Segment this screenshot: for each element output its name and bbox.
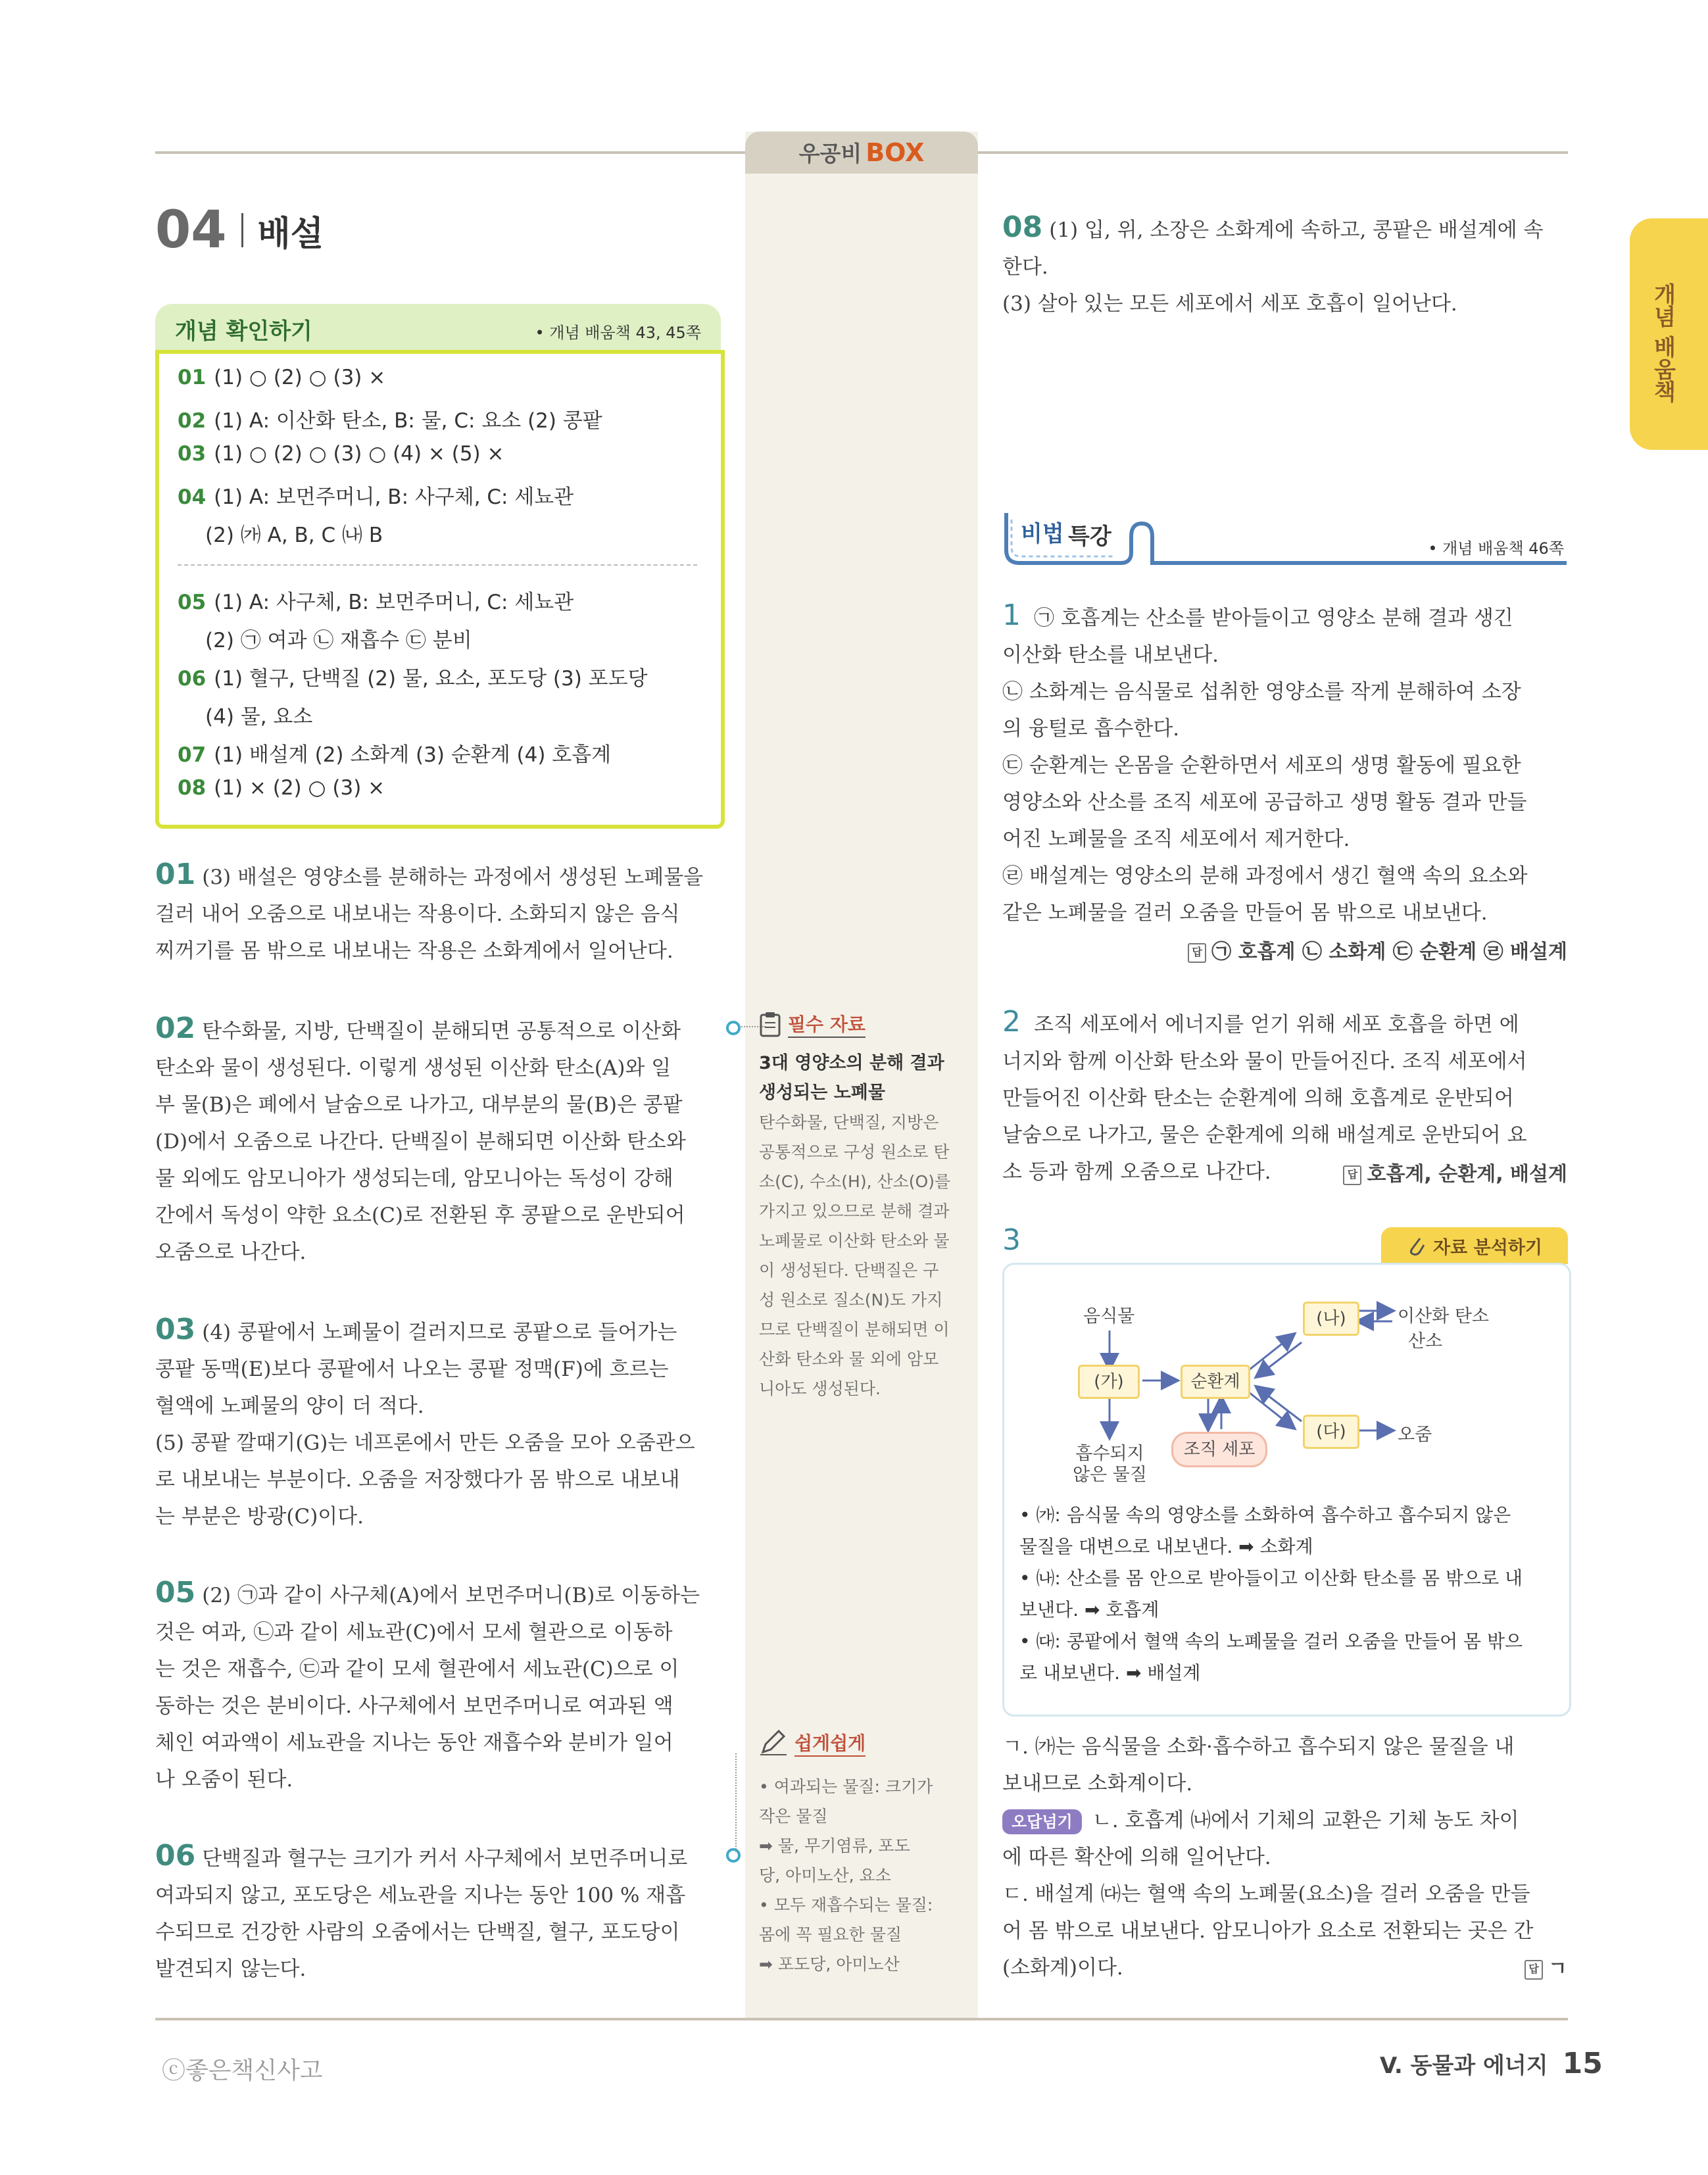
note-easy-label: 쉽게쉽게 (794, 1729, 866, 1757)
node-na: (나) (1303, 1302, 1359, 1336)
check-line: 05 (1) A: 사구체, B: 보먼주머니, C: 세뇨관 (178, 591, 574, 614)
note-essential-label: 필수 자료 (788, 1010, 866, 1038)
chapter-footer: V. 동물과 에너지 15 (1380, 2047, 1603, 2080)
note-easy-head (759, 1728, 866, 1757)
note-essential-title: 3대 영양소의 분해 결과 생성되는 노폐물 (759, 1053, 944, 1103)
node-circulatory: 순환계 (1181, 1365, 1250, 1399)
box-tab: 우공비 BOX (745, 132, 978, 174)
section-title (155, 197, 324, 263)
connector-dot (726, 1848, 741, 1863)
note-easy-body: • 여과되는 물질: 크기가 작은 물질 ➡ 물, 무기염류, 포도 당, 아미노산, 요소 • 모두 재흡수되는 물질: 몸에 꼭 필요한 물질 ➡ 포도당, 아미노산 (759, 1777, 933, 1974)
page-number: 15 (1562, 2047, 1603, 2080)
check-line: 03 (1) ○ (2) ○ (3) ○ (4) × (5) × (178, 442, 504, 466)
check-line: 08 (1) × (2) ○ (3) × (178, 776, 385, 800)
special-3-answer: 답 ㄱ (1525, 1952, 1567, 1981)
node-ga: (가) (1078, 1365, 1140, 1399)
answer-02: 02 탄수화물, 지방, 단백질이 분해되면 공통적으로 이산화 탄소와 물이 생성된다. 이렇게 생성된 이산화 탄소(A)와 일 부 물(B)은 폐에서 날숨으로 나가고, 대부분의 물(B)은 콩팥 (D)에서 오줌으로 나간다. 단백질이 분해되면 이산화 탄소와 물 외에도 암모니아가 생성되는데, 암모니아는 독성이 강해 간에서 독성이 약한 요소(C)로 전환된 후 콩팥으로 운반되어 오줌으로 나간다. (155, 1012, 686, 1264)
check-line: 07 (1) 배설계 (2) 소화계 (3) 순환계 (4) 호흡계 (178, 743, 612, 767)
clip-icon (1407, 1234, 1427, 1257)
check-divider (178, 564, 697, 566)
publisher: ⓒ좋은책신사고 (162, 2057, 323, 2084)
node-tissue: 조직 세포 (1171, 1432, 1267, 1467)
label-unabsorbed: 흡수되지 않은 물질 (1073, 1444, 1147, 1485)
special-logo-b: 특강 (1068, 524, 1111, 550)
check-line: (4) 물, 요소 (205, 705, 313, 729)
answer-01: 01 (3) 배설은 영양소를 분해하는 과정에서 생성된 노폐물을 걸러 내어 오줌으로 내보내는 작용이다. 소화되지 않은 음식 찌꺼기를 몸 밖으로 내보내는 작용은 소화계에서 일어난다. (155, 858, 704, 963)
special-3-number: 3 (1002, 1223, 1021, 1257)
note-essential-head (759, 1010, 866, 1038)
check-line: (2) ㈎ A, B, C ㈏ B (205, 524, 383, 547)
pencil-icon (759, 1728, 788, 1757)
data-analysis-tag: 자료 분석하기 (1381, 1227, 1568, 1264)
answer-06: 06 단백질과 혈구는 크기가 커서 사구체에서 보먼주머니로 여과되지 않고, 포도당은 세뇨관을 지나는 동안 100 % 재흡 수되므로 건강한 사람의 오줌에서는 단백질, 혈구, 포도당이 발견되지 않는다. (155, 1839, 688, 1981)
check-ref: • 개념 배움책 43, 45쪽 (535, 324, 701, 342)
answer-icon: 답 (1343, 1165, 1361, 1185)
special-3-text: ㄱ. ㈎는 음식물을 소화·흡수하고 흡수되지 않은 물질을 내 보내므로 소화계이다. 오답넘기 ㄴ. 호흡계 ㈏에서 기체의 교환은 기체 농도 차이 에 따른 확산에 의해 일어난다. ㄷ. 배설계 ㈐는 혈액 속의 노폐물(요소)을 걸러 오줌을 만들 어 몸 밖으로 내보낸다. 암모니아가 요소로 전환되는 곳은 간 (소화계)이다. (1002, 1735, 1534, 1980)
check-line: (2) ㉠ 여과 ㉡ 재흡수 ㉢ 분비 (205, 629, 472, 652)
special-2-answer: 답 호흡계, 순환계, 배설계 (1343, 1158, 1567, 1186)
check-line: 06 (1) 혈구, 단백질 (2) 물, 요소, 포도당 (3) 포도당 (178, 667, 648, 691)
connector-dot (726, 1021, 741, 1035)
check-line: 01 (1) ○ (2) ○ (3) × (178, 366, 386, 389)
bottom-rule (155, 2018, 1568, 2020)
label-co2: 이산화 탄소 (1398, 1306, 1489, 1327)
side-tab-label: 개념 배움책 (1649, 283, 1676, 403)
special-logo-a: 비법 (1021, 521, 1064, 547)
check-line: 02 (1) A: 이산화 탄소, B: 물, C: 요소 (2) 콩팥 (178, 409, 602, 433)
special-banner (1002, 500, 1568, 572)
label-o2: 산소 (1408, 1331, 1443, 1352)
answer-icon: 답 (1525, 1960, 1543, 1980)
special-1-answer: 답 ㉠ 호흡계 ㉡ 소화계 ㉢ 순환계 ㉣ 배설계 (1188, 935, 1567, 964)
answer-03: 03 (4) 콩팥에서 노폐물이 걸러지므로 콩팥으로 들어가는 콩팥 동맥(E)보다 콩팥에서 나오는 콩팥 정맥(F)에 흐르는 혈액에 노폐물의 양이 더 적다. (5) 콩팥 깔때기(G)는 네프론에서 만든 오줌을 모아 오줌관으 로 내보내는 부분이다. 오줌을 저장했다가 몸 밖으로 내보내 는 부분은 방광(C)이다. (155, 1313, 695, 1528)
check-header (155, 304, 721, 350)
check-title: 개념 확인하기 (175, 318, 312, 345)
section-name: 배설 (257, 214, 324, 254)
label-urine: 오줌 (1398, 1425, 1432, 1445)
special-2: 2 조직 세포에서 에너지를 얻기 위해 세포 호흡을 하면 에 너지와 함께 이산화 탄소와 물이 만들어진다. 조직 세포에서 만들어진 이산화 탄소는 순환계에 의해 호흡계로 운반되어 날숨으로 나가고, 물은 순환계에 의해 배설계로 운반되어 요 소 등과 함께 오줌으로 나간다. (1002, 1005, 1527, 1184)
special-1: 1 ㉠ 호흡계는 산소를 받아들이고 영양소 분해 결과 생긴 이산화 탄소를 내보낸다. ㉡ 소화계는 음식물로 섭취한 영양소를 작게 분해하여 소장 의 융털로 흡수한다. ㉢ 순환계는 온몸을 순환하면서 세포의 생명 활동에 필요한 영양소와 산소를 조직 세포에 공급하고 생명 활동 결과 만들 어진 노폐물을 조직 세포에서 제거한다. ㉣ 배설계는 영양소의 분해 과정에서 생긴 혈액 속의 요소와 같은 노폐물을 걸러 오줌을 만들어 몸 밖으로 내보낸다. (1002, 599, 1528, 925)
special-ref: • 개념 배움책 46쪽 (1428, 539, 1564, 558)
node-da: (다) (1303, 1415, 1359, 1449)
clipboard-icon (759, 1011, 781, 1037)
title-divider (241, 213, 243, 247)
note-essential-body: 탄수화물, 단백질, 지방은 공통적으로 구성 원소로 탄 소(C), 수소(H), 산소(O)를 가지고 있으므로 분해 결과 노폐물로 이산화 탄소와 물 이 생성된다. 단백질은 구 성 원소로 질소(N)도 가지 므로 단백질이 분해되면 이 산화 탄소와 물 외에 암모 니아도 생성된다. (759, 1113, 951, 1398)
section-number: 04 (155, 201, 227, 260)
side-tab[interactable] (1630, 218, 1708, 450)
connector-line (735, 1753, 738, 1852)
answer-icon: 답 (1188, 943, 1206, 963)
wrong-tag: 오답넘기 (1002, 1809, 1082, 1834)
answer-05: 05 (2) ㉠과 같이 사구체(A)에서 보먼주머니(B)로 이동하는 것은 여과, ㉡과 같이 세뇨관(C)에서 모세 혈관으로 이동하 는 것은 재흡수, ㉢과 같이 모세 혈관에서 세뇨관(C)으로 이 동하는 것은 분비이다. 사구체에서 보먼주머니로 여과된 액 체인 여과액이 세뇨관을 지나는 동안 재흡수와 분비가 일어 나 오줌이 된다. (155, 1576, 700, 1792)
answer-08: 08 (1) 입, 위, 소장은 소화계에 속하고, 콩팥은 배설계에 속 한다. (3) 살아 있는 모든 세포에서 세포 호흡이 일어난다. (1002, 210, 1544, 316)
check-line: 04 (1) A: 보먼주머니, B: 사구체, C: 세뇨관 (178, 485, 574, 509)
diagram-bullets: • ㈎: 음식물 속의 영양소를 소화하여 흡수하고 흡수되지 않은 물질을 대변으로 내보낸다. ➡ 소화계 • ㈏: 산소를 몸 안으로 받아들이고 이산화 탄소를 몸 밖으로 내 보낸다. ➡ 호흡계 • ㈐: 콩팥에서 혈액 속의 노폐물을 걸러 오줌을 만들어 몸 밖으 로 내보낸다. ➡ 배설계 (1019, 1504, 1523, 1684)
label-food: 음식물 (1083, 1306, 1135, 1327)
